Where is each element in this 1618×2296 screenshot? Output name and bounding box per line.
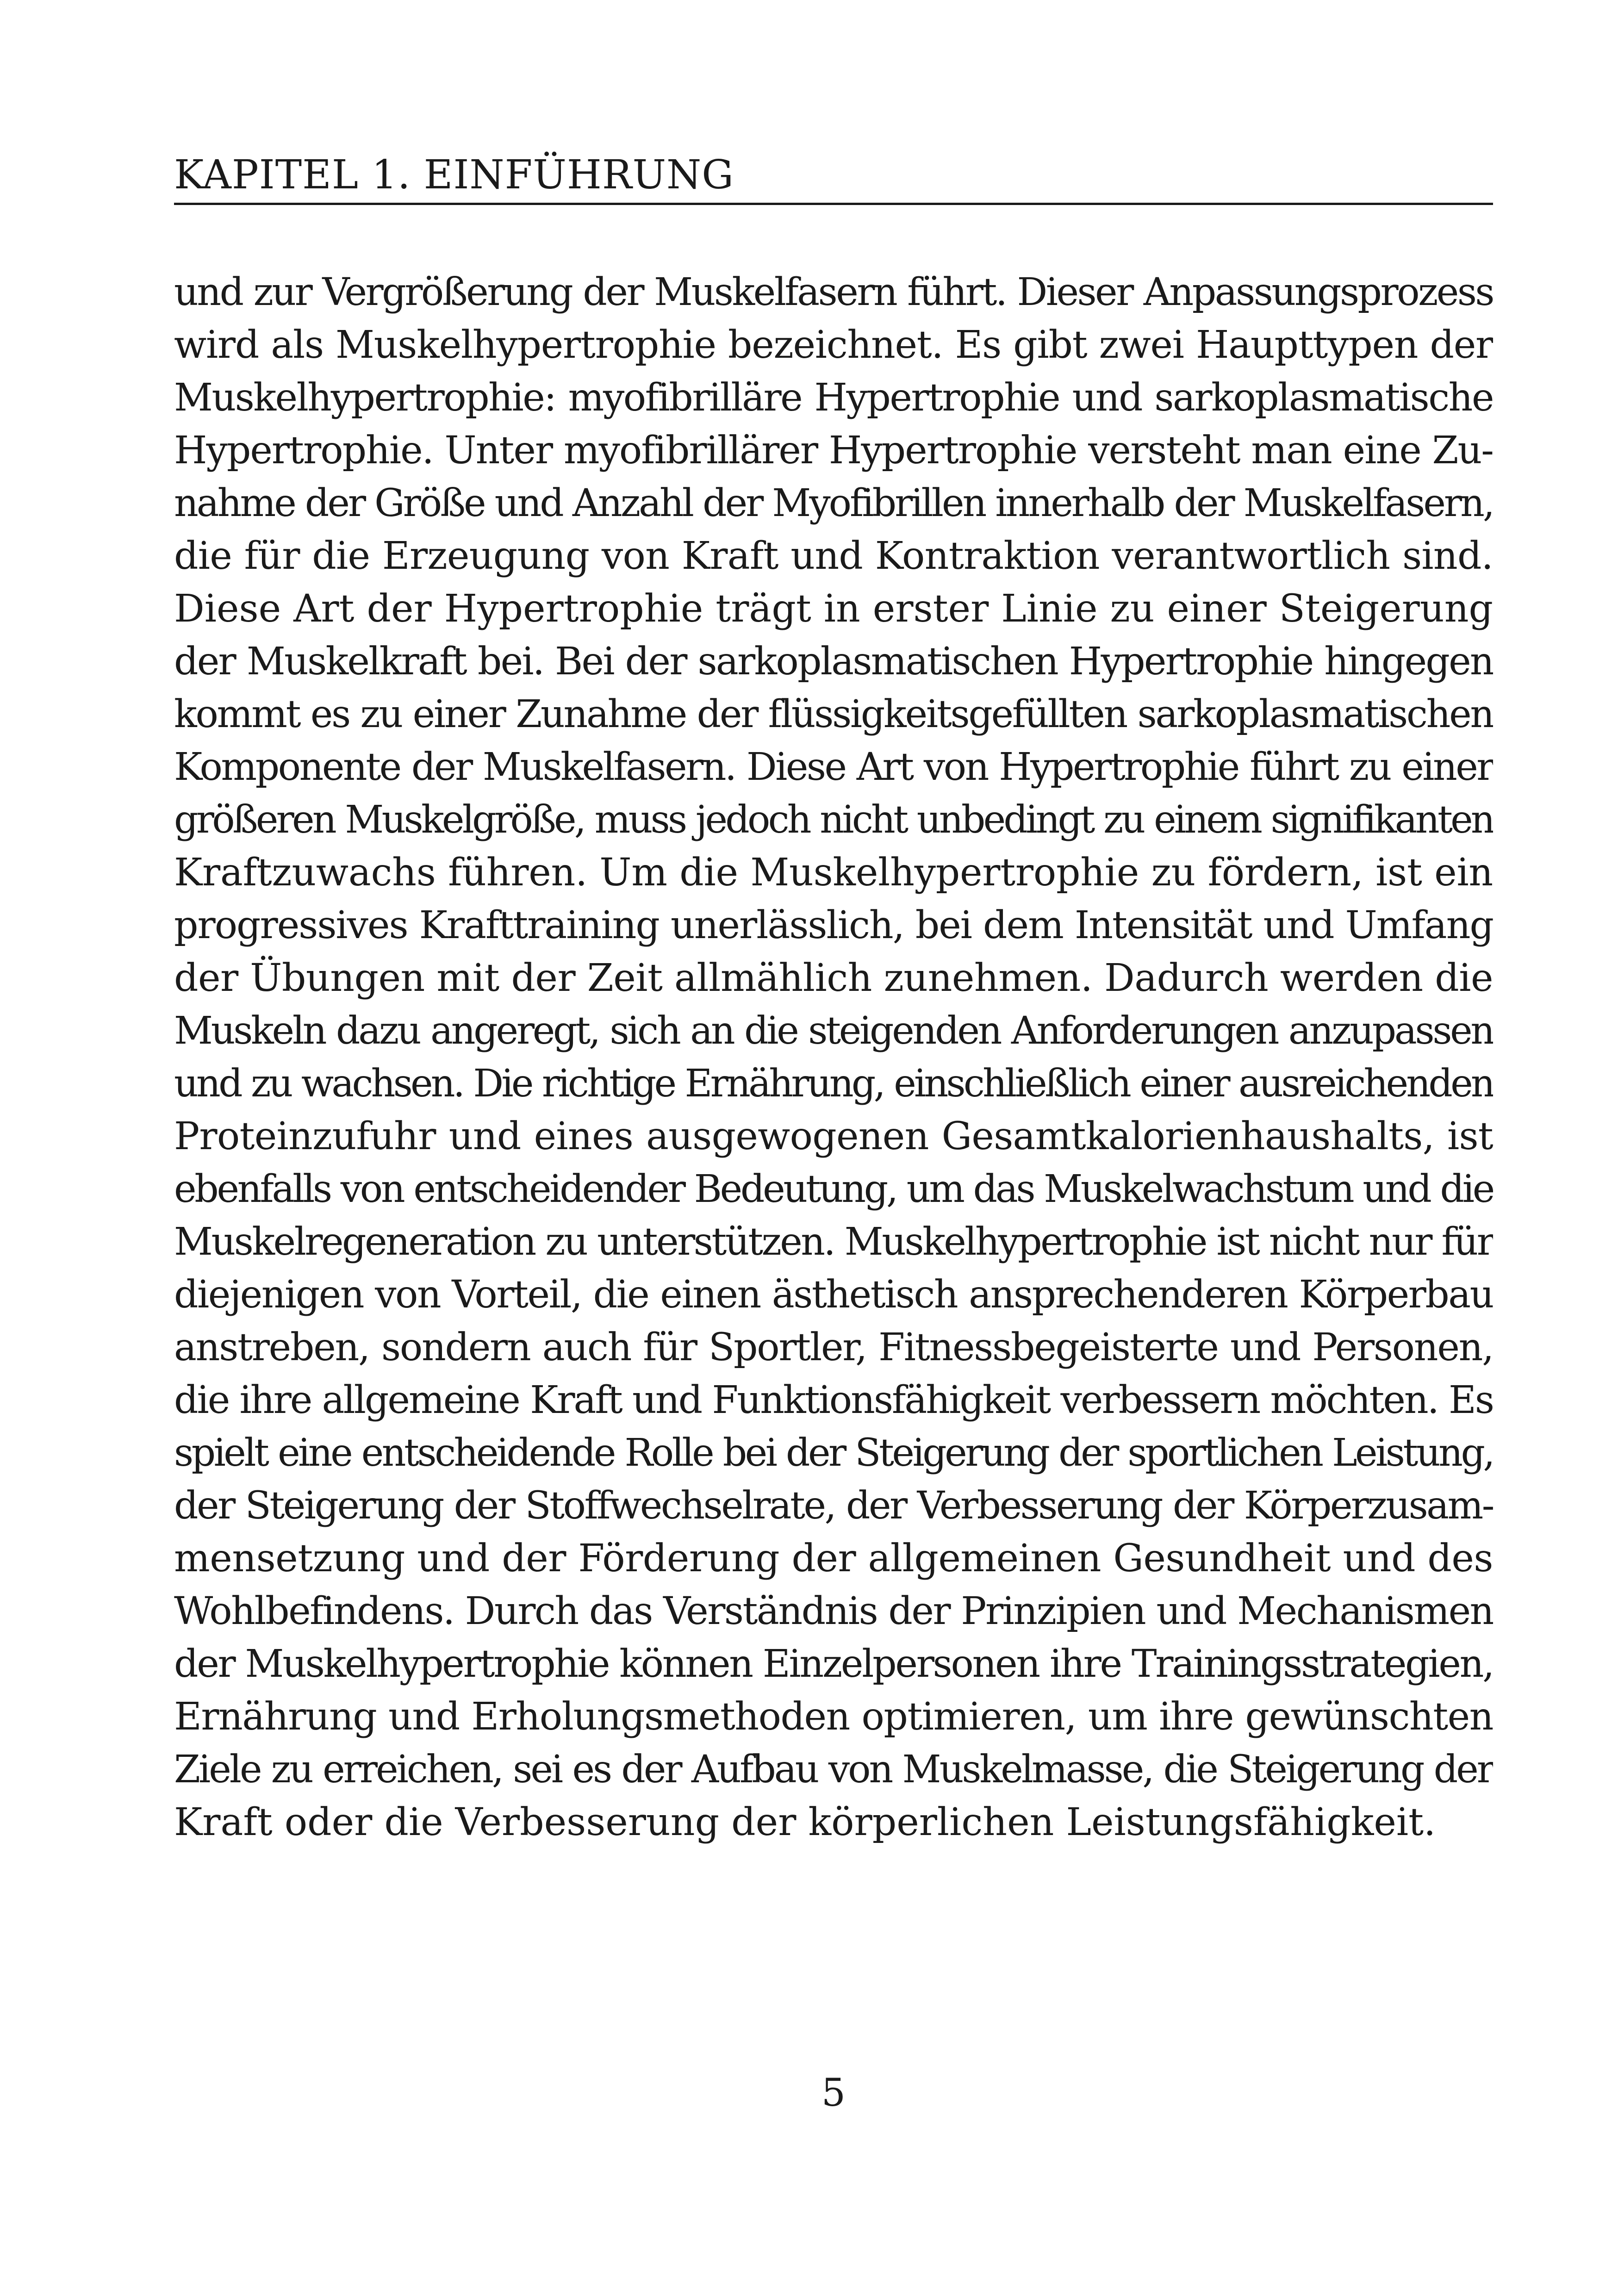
body-paragraph: [174, 266, 1493, 1849]
body-line: Muskelregeneration zu unterstützen. Muskelhypertrophie ist nicht nur für: [174, 1220, 1493, 1264]
body-line: Ziele zu erreichen, sei es der Aufbau von Muskelmasse, die Steigerung der: [174, 1748, 1493, 1792]
body-line: Diese Art der Hypertrophie trägt in erster Linie zu einer Steigerung: [174, 587, 1493, 631]
body-line: progressives Krafttraining unerlässlich, bei dem Intensität und Umfang: [174, 903, 1493, 947]
body-line: Kraftzuwachs führen. Um die Muskelhypertrophie zu fördern, ist ein: [174, 851, 1493, 895]
body-line: Hypertrophie. Unter myofibrillärer Hypertrophie versteht man eine Zu-: [174, 429, 1493, 473]
header-rule: [174, 203, 1493, 205]
body-line: der Steigerung der Stoffwechselrate, der Verbesserung der Körperzusam-: [174, 1484, 1493, 1528]
body-line: der Muskelkraft bei. Bei der sarkoplasmatischen Hypertrophie hingegen: [174, 640, 1493, 684]
body-line: und zur Vergrößerung der Muskelfasern führt. Dieser Anpassungsprozess: [174, 270, 1493, 314]
body-line: anstreben, sondern auch für Sportler, Fitnessbegeisterte und Personen,: [174, 1325, 1493, 1369]
page-number: 5: [821, 2071, 846, 2115]
body-line: und zu wachsen. Die richtige Ernährung, einschließlich einer ausreichenden: [174, 1062, 1493, 1106]
body-line: Proteinzufuhr und eines ausgewogenen Gesamtkalorienhaushalts, ist: [174, 1114, 1493, 1158]
body-line: die für die Erzeugung von Kraft und Kontraktion verantwortlich sind.: [174, 534, 1493, 578]
body-line: Muskeln dazu angeregt, sich an die steigenden Anforderungen anzupassen: [174, 1009, 1493, 1053]
body-line: diejenigen von Vorteil, die einen ästhetisch ansprechenderen Körperbau: [174, 1273, 1493, 1317]
body-line: Wohlbefindens. Durch das Verständnis der Prinzipien und Mechanismen: [174, 1589, 1493, 1633]
body-line-last: Kraft oder die Verbesserung der körperlichen Leistungsfähigkeit.: [174, 1800, 1436, 1844]
body-line: größeren Muskelgröße, muss jedoch nicht unbedingt zu einem signifikanten: [174, 798, 1493, 842]
body-line: die ihre allgemeine Kraft und Funktionsfähigkeit verbessern möchten. Es: [174, 1378, 1493, 1422]
body-line: Komponente der Muskelfasern. Diese Art von Hypertrophie führt zu einer: [174, 745, 1493, 789]
body-line: wird als Muskelhypertrophie bezeichnet. Es gibt zwei Haupttypen der: [174, 323, 1493, 367]
body-line: ebenfalls von entscheidender Bedeutung, um das Muskelwachstum und die: [174, 1167, 1493, 1211]
body-line: nahme der Größe und Anzahl der Myofibrillen innerhalb der Muskelfasern,: [174, 481, 1493, 525]
body-line: der Übungen mit der Zeit allmählich zunehmen. Dadurch werden die: [174, 956, 1493, 1000]
body-line: Ernährung und Erholungsmethoden optimieren, um ihre gewünschten: [174, 1695, 1493, 1739]
body-line: spielt eine entscheidende Rolle bei der Steigerung der sportlichen Leistung,: [174, 1431, 1493, 1475]
running-head: KAPITEL 1. EINFÜHRUNG: [174, 152, 734, 198]
body-line: Muskelhypertrophie: myofibrilläre Hypertrophie und sarkoplasmatische: [174, 376, 1493, 420]
body-line: mensetzung und der Förderung der allgemeinen Gesundheit und des: [174, 1537, 1493, 1580]
body-line: der Muskelhypertrophie können Einzelpersonen ihre Trainingsstrategien,: [174, 1642, 1493, 1686]
body-line: kommt es zu einer Zunahme der flüssigkeitsgefüllten sarkoplasmatischen: [174, 692, 1493, 736]
